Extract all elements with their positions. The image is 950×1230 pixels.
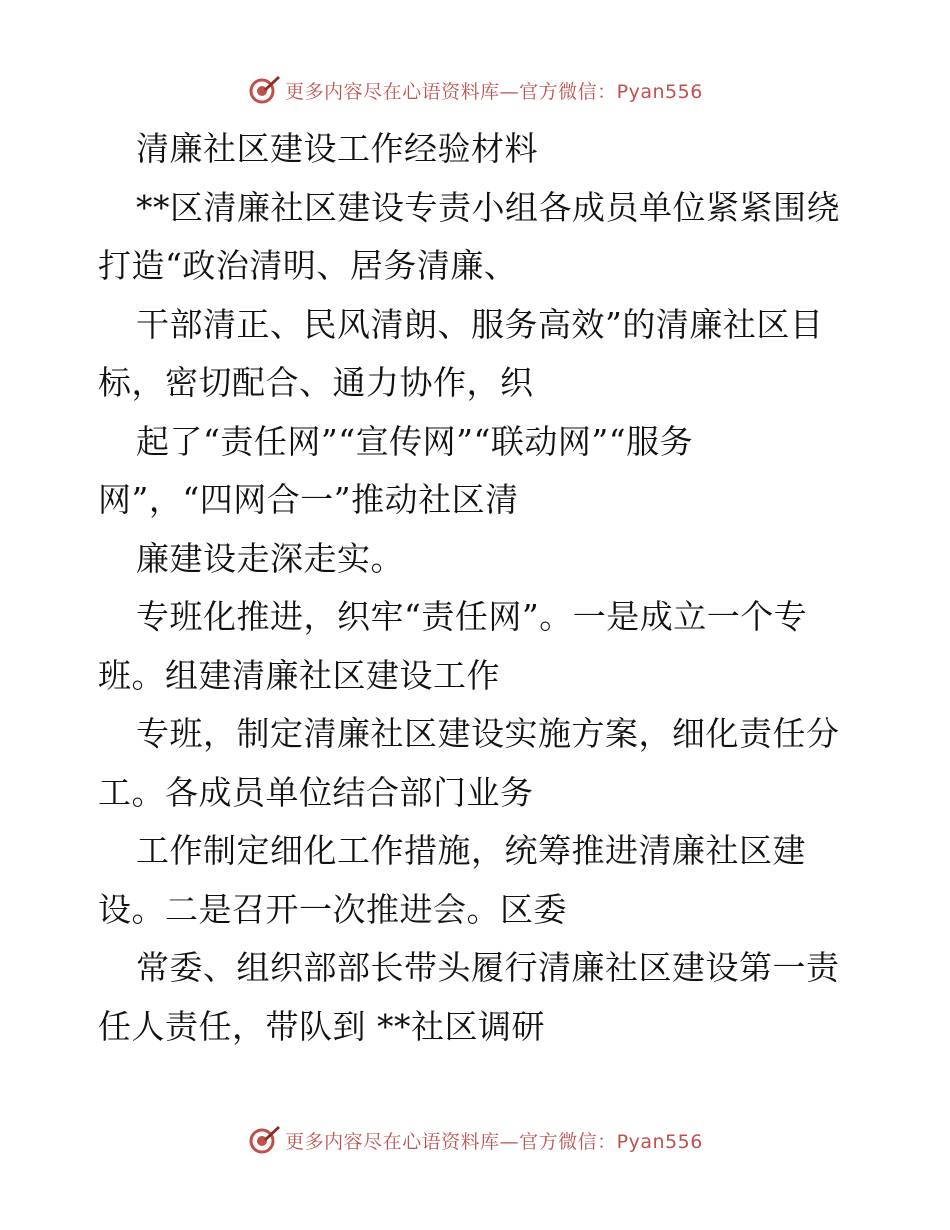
- paragraph-line: 专班化推进，织牢“责任网”。一是成立一个专: [136, 597, 808, 636]
- paragraph-line: 设。二是召开一次推进会。区委: [98, 889, 567, 929]
- paragraph-line: 打造“政治清明、居务清廉、: [98, 246, 518, 285]
- paragraph-line: 工作制定细化工作措施，统筹推进清廉社区建: [136, 831, 806, 870]
- paragraph-line: 网”，“四网合一”推动社区清: [98, 480, 519, 519]
- footer-watermark: [0, 1120, 950, 1160]
- header-watermark: [0, 70, 950, 110]
- paragraph-line: 班。组建清廉社区建设工作: [98, 655, 500, 695]
- paragraph-line: 起了“责任网”“宣传网”“联动网”“服务: [136, 421, 694, 461]
- paragraph-line: 专班，制定清廉社区建设实施方案，细化责任分: [136, 714, 840, 753]
- paragraph-line: 干部清正、民风清朗、服务高效”的清廉社区目: [136, 304, 824, 344]
- pen-ring-logo-icon: [247, 73, 281, 107]
- watermark-text: 更多内容尽在心语资料库—官方微信：Pyan556: [285, 1130, 703, 1153]
- document-title: 清廉社区建设工作经验材料: [136, 129, 538, 168]
- paragraph-line: 工。各成员单位结合部门业务: [98, 772, 534, 812]
- pen-ring-logo-icon: [247, 1123, 281, 1157]
- paragraph-line: 标，密切配合、通力协作，织: [98, 363, 534, 402]
- document-body: [98, 120, 858, 1056]
- paragraph-line: 廉建设走深走实。: [136, 538, 404, 578]
- paragraph-line: **区清廉社区建设专责小组各成员单位紧紧围绕: [136, 187, 840, 227]
- paragraph-line: 任人责任，带队到 **社区调研: [98, 1006, 545, 1046]
- paragraph-line: 常委、组织部部长带头履行清廉社区建设第一责: [136, 948, 840, 987]
- watermark-text: 更多内容尽在心语资料库—官方微信：Pyan556: [285, 80, 703, 103]
